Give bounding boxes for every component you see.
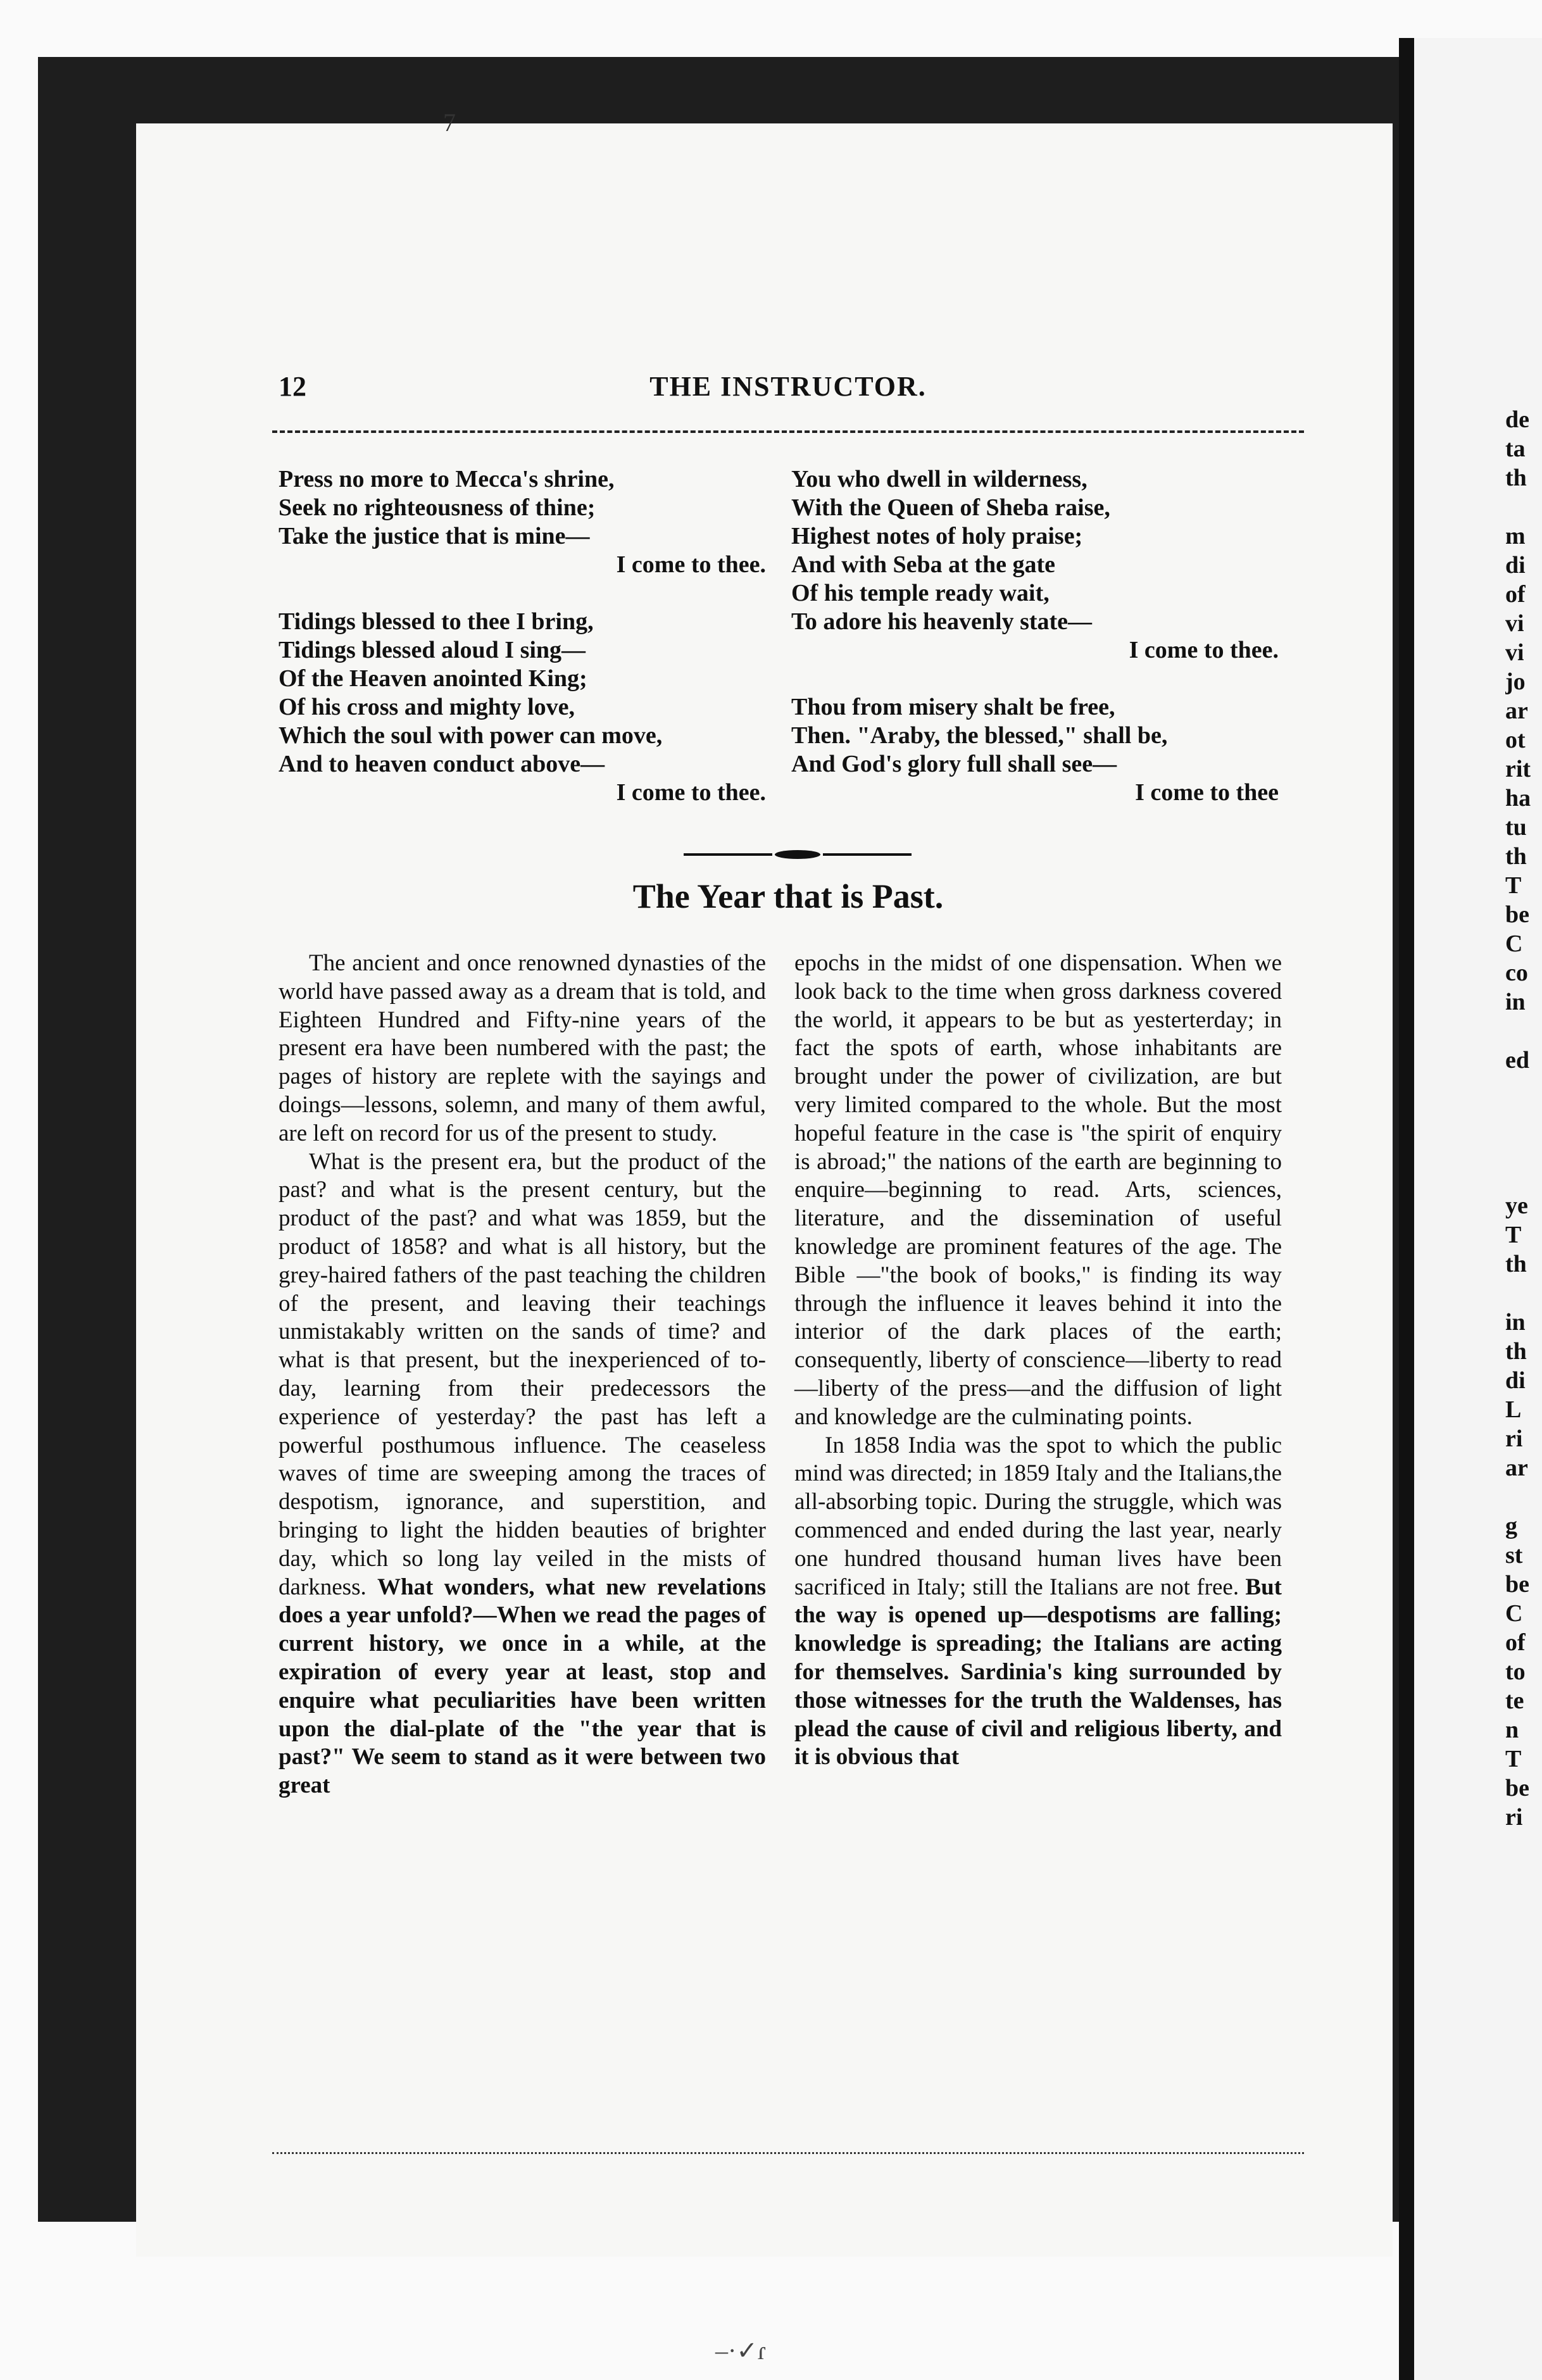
edge-fragment: T <box>1505 1222 1522 1248</box>
poem-line: Of his cross and mighty love, <box>279 694 575 720</box>
edge-fragment <box>1505 1104 1542 1133</box>
poem-line: Tidings blessed to thee I bring, <box>279 608 594 635</box>
edge-fragment: jo <box>1505 668 1526 695</box>
poem-line: Highest notes of holy praise; <box>791 523 1083 549</box>
edge-fragment: of <box>1505 1629 1526 1656</box>
edge-fragment: ha <box>1505 785 1531 811</box>
poem-line: With the Queen of Sheba raise, <box>791 494 1110 521</box>
edge-fragment <box>1505 1279 1542 1308</box>
poem-line: Press no more to Mecca's shrine, <box>279 466 615 492</box>
poem-stanza <box>791 693 1285 807</box>
edge-fragment: be <box>1505 1775 1529 1801</box>
article-right-column <box>794 949 1282 1772</box>
edge-fragment: te <box>1505 1688 1524 1714</box>
edge-fragment: g <box>1505 1513 1517 1539</box>
edge-fragment <box>1505 1482 1542 1512</box>
edge-fragment: in <box>1505 989 1526 1015</box>
running-head <box>279 370 1298 408</box>
edge-fragment: to <box>1505 1658 1526 1685</box>
edge-fragment: ta <box>1505 435 1526 462</box>
poem-line: And with Seba at the gate <box>791 551 1055 578</box>
edge-fragment: T <box>1505 1746 1522 1772</box>
article-paragraph: epochs in the midst of one dispensation. When we look back to the time when gross darkness covered the world, it appears to be but as yesterterday; in fact the spots of earth, whose inhabitants are brought under the power of civilization, are but very limited compared to the whole. But the most hopeful feature in the case is "the spirit of enquiry is abroad;" the nations of the earth are beginning to enquire—beginning to read. Arts, sciences, literature, and the dissemination of useful knowledge are prominent features of the age. The Bible —"the book of books," is finding its way through the influence it leaves behind it into the interior of the dark places of the earth; consequently, liberty of conscience—liberty to read —liberty of the press—and the diffusion of light and knowledge are the culminating points. <box>794 950 1282 1430</box>
edge-fragment: di <box>1505 1367 1526 1394</box>
poem-refrain: I come to thee. <box>616 551 766 578</box>
edge-fragment: st <box>1505 1542 1523 1569</box>
edge-fragment: of <box>1505 581 1526 608</box>
edge-fragment: di <box>1505 552 1526 579</box>
footer-rule <box>272 2152 1304 2154</box>
poem-line: Tidings blessed aloud I sing— <box>279 637 586 663</box>
paragraph-text: In 1858 India was the spot to which the public mind was directed; in 1859 Italy and the Italians,the all-absorbing topic. During the struggle, which was commenced and ended during the last year, nearly one hundred thousand human lives have been sacrificed in Italy; still the Italians are not free. <box>794 1432 1282 1600</box>
edge-fragment <box>1505 1017 1542 1046</box>
edge-fragment: ed <box>1505 1047 1529 1074</box>
poem-stanza <box>791 465 1285 665</box>
bottom-marginalia: –·✓ɾ <box>715 2336 767 2365</box>
edge-fragment <box>1505 1162 1542 1191</box>
edge-fragment: L <box>1505 1396 1522 1423</box>
edge-fragment: vi <box>1505 639 1524 666</box>
edge-fragment: be <box>1505 1571 1529 1598</box>
article-title: The Year that is Past. <box>632 877 944 915</box>
poem-line: Take the justice that is mine— <box>279 523 590 549</box>
poem-refrain: I come to thee. <box>1129 637 1279 663</box>
edge-fragment: in <box>1505 1309 1526 1336</box>
header-rule <box>272 430 1304 433</box>
paragraph-bold-text: But the way is opened up—despotisms are falling; knowledge is spreading; the Italians are acting for themselves. Sardinia's king surrounded by those witnesses for the truth the Waldenses, has plead the cause of civil and religious liberty, and it is obvious that <box>794 1574 1282 1770</box>
paragraph-bold-text: What wonders, what new revelations does a year unfold?—When we read the pages of current history, we once in a while, at the expiration of every year at least, stop and enquire what peculiarities have been written upon the dial-plate of the "the year that is past?" We seem to stand as it were between two great <box>279 1574 766 1799</box>
edge-fragment: vi <box>1505 610 1524 637</box>
edge-fragment: T <box>1505 872 1522 899</box>
poem-line: Thou from misery shalt be free, <box>791 694 1115 720</box>
edge-fragment: de <box>1505 406 1529 433</box>
edge-fragment: rit <box>1505 756 1531 782</box>
poem-line: To adore his heavenly state— <box>791 608 1093 635</box>
article-paragraph <box>794 1432 1282 1772</box>
edge-fragment: ri <box>1505 1804 1523 1831</box>
facing-page-edge-text <box>1505 405 1542 1832</box>
poem-refrain: I come to thee <box>1135 779 1279 806</box>
edge-fragment: ri <box>1505 1425 1523 1452</box>
edge-fragment: C <box>1505 1600 1523 1627</box>
edge-fragment: tu <box>1505 814 1527 841</box>
poem-line: And to heaven conduct above— <box>279 751 605 777</box>
edge-fragment: C <box>1505 930 1523 957</box>
poem-left-column <box>279 465 772 836</box>
edge-fragment <box>1505 1133 1542 1162</box>
edge-fragment: n <box>1505 1717 1519 1743</box>
binding-gutter <box>1399 38 1414 2380</box>
poem-line: Then. "Araby, the blessed," shall be, <box>791 722 1168 749</box>
edge-fragment: be <box>1505 901 1529 928</box>
edge-fragment <box>1505 1075 1542 1104</box>
poem-line: Which the soul with power can move, <box>279 722 663 749</box>
edge-fragment: co <box>1505 960 1528 986</box>
edge-fragment: ot <box>1505 727 1526 753</box>
edge-fragment: ar <box>1505 698 1528 724</box>
poem-stanza <box>279 608 772 807</box>
top-marginalia: 7 <box>443 108 456 137</box>
section-ornament <box>684 848 912 861</box>
poem-stanza <box>279 465 772 579</box>
article-paragraph: The ancient and once renowned dynasties of the world have passed away as a dream that is told, and Eighteen Hundred and Fifty-nine years of the present era have been numbered with the past; the pages of history are replete with the sayings and doings—lessons, solemn, and many of them awful, are left on record for us of the present to study. <box>279 950 766 1146</box>
edge-fragment: m <box>1505 523 1526 549</box>
poem-refrain: I come to thee. <box>616 779 766 806</box>
edge-fragment: th <box>1505 843 1527 870</box>
edge-fragment: th <box>1505 1251 1527 1277</box>
article-paragraph <box>279 1148 766 1800</box>
running-title: THE INSTRUCTOR. <box>649 371 927 402</box>
poem-right-column <box>791 465 1285 836</box>
edge-fragment <box>1505 492 1542 522</box>
edge-fragment: ye <box>1505 1193 1528 1219</box>
edge-fragment: th <box>1505 1338 1527 1365</box>
poem-line: Of his temple ready wait, <box>791 580 1050 606</box>
edge-fragment: ar <box>1505 1455 1528 1481</box>
poem-line: You who dwell in wilderness, <box>791 466 1088 492</box>
edge-fragment: th <box>1505 465 1527 491</box>
poem-line: And God's glory full shall see— <box>791 751 1117 777</box>
page-number: 12 <box>279 371 306 402</box>
paragraph-text: What is the present era, but the product of the past? and what is the present century, but the product of the past? and what was 1859, but the product of 1858? and what is all history, but the grey-haired fathers of the past teaching the children of the present, and leaving their teachings unmistakably written on the sands of time? and what is that present, but the inexperienced of to-day, learning from their predecessors the experience of yesterday? the past has left a powerful posthumous influence. The ceaseless waves of time are sweeping among the traces of despotism, ignorance, and superstition, and bringing to light the hidden beauties of brighter day, which so long lay veiled in the mists of darkness. <box>279 1148 766 1600</box>
poem-line: Seek no righteousness of thine; <box>279 494 596 521</box>
article-left-column <box>279 949 766 1800</box>
poem-line: Of the Heaven anointed King; <box>279 665 587 692</box>
